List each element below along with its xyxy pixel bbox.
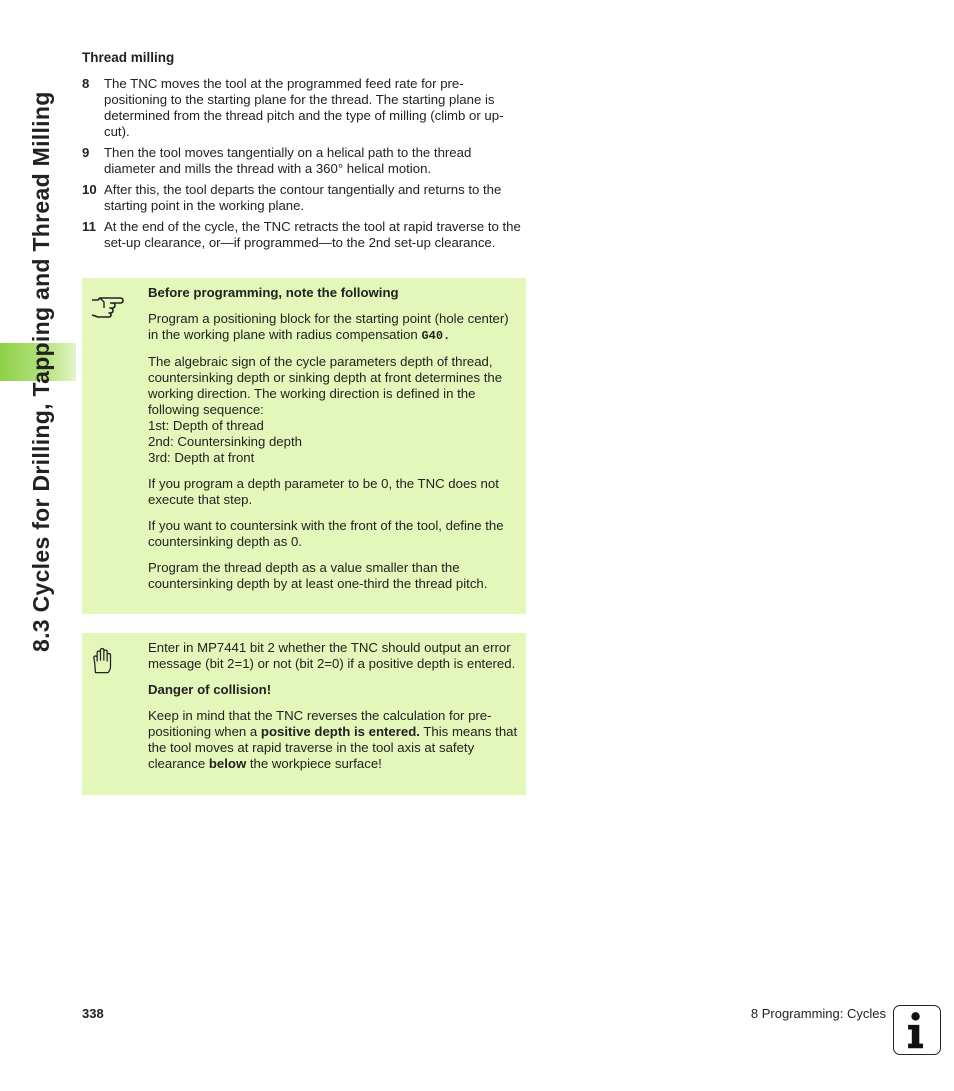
note-paragraph: If you program a depth parameter to be 0, the TNC does not execute that step. bbox=[148, 476, 499, 507]
info-icon bbox=[893, 1005, 941, 1055]
list-item bbox=[82, 219, 526, 251]
pointing-hand-icon bbox=[90, 288, 126, 320]
page-number: 338 bbox=[82, 1006, 104, 1021]
note-body bbox=[148, 640, 520, 782]
side-title-text: 8.3 Cycles for Drilling, Tapping and Thread Milling bbox=[28, 91, 54, 652]
code-g40: G40. bbox=[421, 329, 451, 343]
note-box-danger bbox=[82, 633, 526, 795]
section-heading: Thread milling bbox=[82, 50, 175, 65]
note-paragraph: Enter in MP7441 bit 2 whether the TNC should output an error message (bit 2=1) or not (bit 2=0) if a positive depth is entered. bbox=[148, 640, 516, 671]
side-title bbox=[26, 52, 56, 652]
step-number: 9 bbox=[82, 145, 90, 160]
list-item bbox=[82, 182, 526, 214]
raised-hand-icon bbox=[88, 643, 118, 679]
note-paragraph: If you want to countersink with the front of the tool, define the countersinking depth as 0. bbox=[148, 518, 504, 549]
step-text: The TNC moves the tool at the programmed feed rate for pre-positioning to the starting plane for the thread. The starting plane is determined from the thread pitch and the type of milling (climb or up-cut). bbox=[104, 76, 504, 139]
step-number: 8 bbox=[82, 76, 90, 91]
main-content bbox=[82, 50, 526, 256]
note-paragraph: Program a positioning block for the starting point (hole center) in the working plane with radius compensation G40. bbox=[148, 311, 509, 343]
step-number: 10 bbox=[82, 182, 97, 197]
note-heading: Before programming, note the following bbox=[148, 285, 399, 300]
list-item bbox=[82, 76, 526, 140]
note-paragraph: The algebraic sign of the cycle parameters depth of thread, countersinking depth or sinking depth at front determines the working direction. The working direction is defined in the following sequence: 1st: Depth of thread 2nd: Countersinking depth 3rd: Depth at front bbox=[148, 354, 503, 465]
list-item bbox=[82, 145, 526, 177]
note-heading: Danger of collision! bbox=[148, 682, 272, 697]
note-paragraph: Keep in mind that the TNC reverses the calculation for pre-positioning when a positive depth is entered. This means that the tool moves at rapid traverse in the tool axis at safety clearance below the workpiece surface! bbox=[148, 708, 518, 771]
chapter-label: 8 Programming: Cycles bbox=[750, 1006, 886, 1021]
step-text: At the end of the cycle, the TNC retracts the tool at rapid traverse to the set-up clearance, or—if programmed—to the 2nd set-up clearance. bbox=[104, 219, 521, 250]
note-paragraph: Program the thread depth as a value smaller than the countersinking depth by at least one-third the thread pitch. bbox=[148, 560, 488, 591]
step-text: Then the tool moves tangentially on a helical path to the thread diameter and mills the thread with a 360° helical motion. bbox=[104, 145, 472, 176]
step-number: 11 bbox=[82, 219, 96, 234]
step-text: After this, the tool departs the contour tangentially and returns to the starting point in the working plane. bbox=[104, 182, 502, 213]
note-box-before-programming bbox=[82, 278, 526, 614]
note-body bbox=[148, 285, 520, 602]
